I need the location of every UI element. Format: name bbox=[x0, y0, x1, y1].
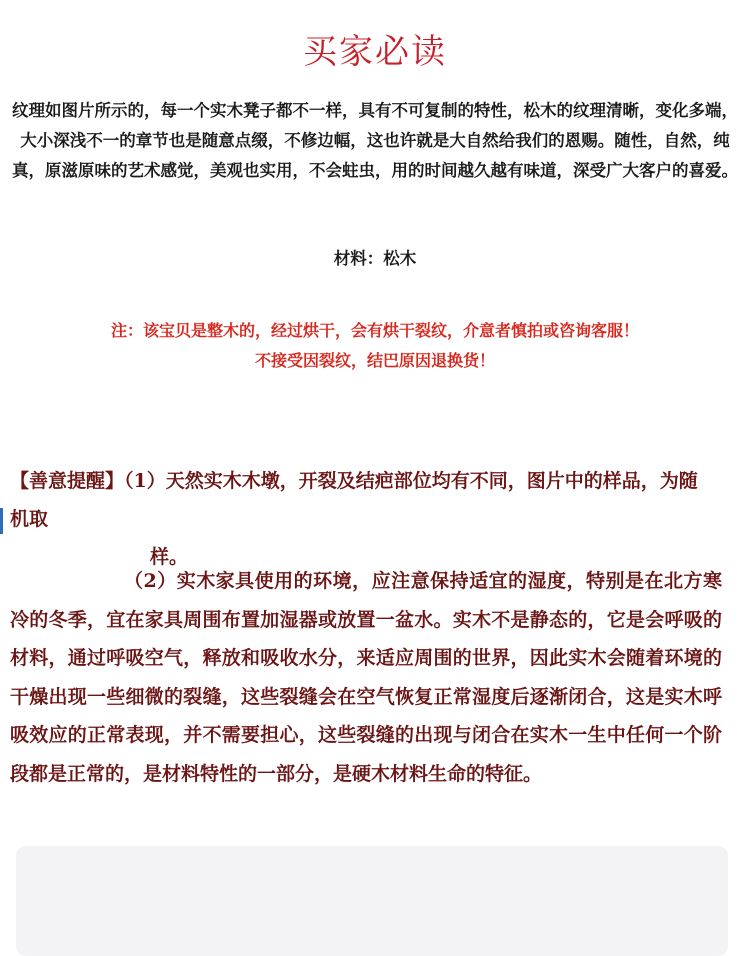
reminder-item-1-tail: 样。 bbox=[150, 546, 189, 568]
warning-note-line-1: 注：该宝贝是整木的，经过烘干，会有烘干裂纹，介意者慎拍或咨询客服！ bbox=[110, 321, 639, 340]
warning-note bbox=[0, 316, 750, 376]
reminder-item-1 bbox=[10, 462, 710, 576]
intro-paragraph: 纹理如图片所示的，每一个实木凳子都不一样，具有不可复制的特性，松木的纹理清晰，变化多端，大小深浅不一的章节也是随意点缀，不修边幅，这也许就是大自然给我们的恩赐。随性，自然，纯真，原滋原味的艺术感觉，美观也实用，不会蛀虫，用的时间越久越有味道，深受广大客户的喜爱。 bbox=[12, 101, 738, 180]
bottom-panel bbox=[16, 846, 728, 956]
reminder-item-1-head: 【善意提醒】（1）天然实木木墩，开裂及结疤部位均有不同，图片中的样品，为随机取 bbox=[10, 470, 698, 530]
reminder-item-2: （2）实木家具使用的环境，应注意保持适宜的湿度，特别是在北方寒冷的冬季，宜在家具周围布置加湿器或放置一盆水。实木不是静态的，它是会呼吸的材料，通过呼吸空气，释放和吸收水分，来适应周围的世界，因此实木会随着环境的干燥出现一些细微的裂缝，这些裂缝会在空气恢复正常湿度后逐渐闭合，这是实木呼吸效应的正常表现，并不需要担心，这些裂缝的出现与闭合在实木一生中任何一个阶段都是正常的，是材料特性的一部分，是硬木材料生命的特征。 bbox=[10, 570, 722, 785]
page-title: 买家必读 bbox=[303, 32, 447, 72]
warning-note-line-2: 不接受因裂纹，结巴原因退换货！ bbox=[254, 351, 495, 370]
material-line: 材料：松木 bbox=[333, 249, 417, 268]
edge-marker bbox=[0, 508, 3, 534]
